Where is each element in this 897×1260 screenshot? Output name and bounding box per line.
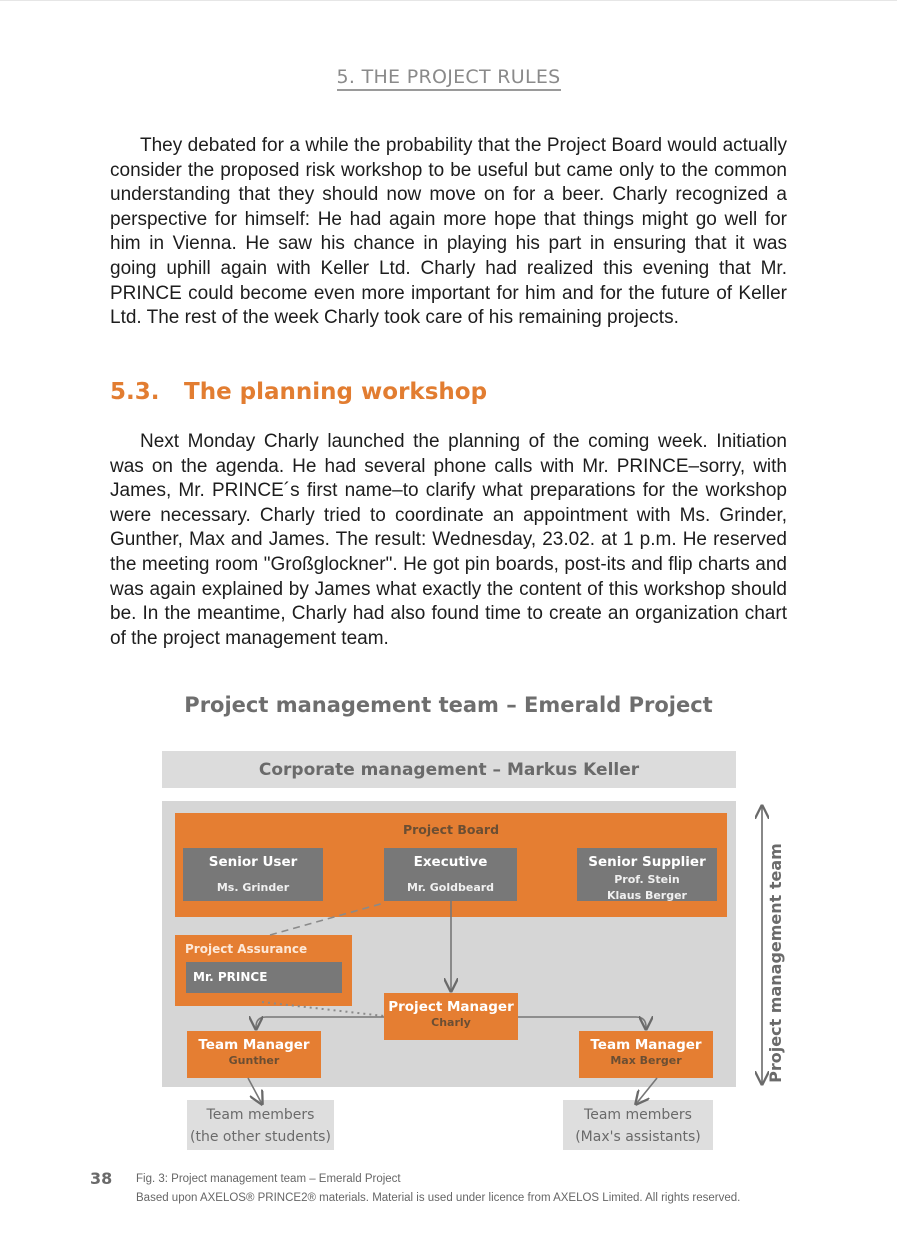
team-manager-left-name: Gunther <box>228 1054 280 1067</box>
team-members-left-line2: (the other students) <box>190 1129 331 1145</box>
senior-supplier-name-2: Klaus Berger <box>607 889 687 902</box>
project-board-label: Project Board <box>402 822 500 837</box>
pm-to-left-tm-line <box>256 1017 384 1029</box>
senior-user-name: Ms. Grinder <box>216 881 290 894</box>
right-tm-to-members-line <box>636 1078 657 1104</box>
senior-supplier-name-1: Prof. Stein <box>614 873 680 886</box>
team-manager-left-role: Team Manager <box>198 1037 310 1053</box>
running-header-text: 5. THE PROJECT RULES <box>337 66 561 91</box>
page-number: 38 <box>90 1169 113 1188</box>
assurance-dotted-line <box>262 1002 384 1016</box>
figure-caption: Fig. 3: Project management team – Emerald Project <box>136 1173 401 1185</box>
pm-to-right-tm-line <box>518 1017 646 1029</box>
project-management-team-side-label: Project management team <box>766 843 785 1083</box>
assurance-dashed-line <box>270 903 384 935</box>
project-assurance-name: Mr. PRINCE <box>186 962 342 993</box>
team-members-right-line2: (Max's assistants) <box>575 1129 701 1145</box>
project-manager-role: Project Manager <box>388 999 514 1015</box>
project-assurance-label: Project Assurance <box>185 942 308 956</box>
team-members-right-line1: Team members <box>584 1107 692 1123</box>
senior-supplier-role: Senior Supplier <box>588 854 706 870</box>
copyright-note: Based upon AXELOS® PRINCE2® materials. Material is used under licence from AXELOS Limited. All rights reserved. <box>136 1192 741 1204</box>
senior-user-role: Senior User <box>208 854 298 870</box>
paragraph-2: Next Monday Charly launched the planning of the coming week. Initiation was on the agenda. He had several phone calls with Mr. PRINCE–sorry, with James, Mr. PRINCE´s first name–to clarify what preparations for the workshop were necessary. Charly tried to coordinate an appointment with Ms. Grinder, Gunther, Max and James. The result: Wednesday, 23.02. at 1 p.m. He reserved the meeting room "Großglockner". He got pin boards, post-its and flip charts and was again explained by James what exactly the content of this workshop should be. In the meantime, Charly had also found time to create an organization chart of the project management team. <box>110 431 787 649</box>
left-tm-to-members-line <box>248 1078 262 1104</box>
project-manager-name: Charly <box>431 1016 471 1029</box>
section-title: The planning workshop <box>184 379 488 405</box>
team-members-left-line1: Team members <box>206 1107 315 1123</box>
executive-name: Mr. Goldbeard <box>406 881 495 894</box>
section-number: 5.3. <box>110 379 160 405</box>
team-manager-right-name: Max Berger <box>610 1054 682 1067</box>
team-manager-right-role: Team Manager <box>590 1037 702 1053</box>
executive-role: Executive <box>413 854 488 870</box>
org-chart-title: Project management team – Emerald Project <box>184 693 713 717</box>
paragraph-1: They debated for a while the probability that the Project Board would actually consider the proposed risk workshop to be useful but came only to the common understanding that they should now move on for a beer. Charly recognized a perspective for himself: He had again more hope that things might go well for him in Vienna. He saw his chance in playing his part in ensuring that it was going uphill again with Keller Ltd. Charly had realized this evening that Mr. PRINCE could become even more important for him and for the future of Keller Ltd. The rest of the week Charly took care of his remaining projects. <box>110 135 787 329</box>
corporate-management-box: Corporate management – Markus Keller <box>162 751 736 788</box>
